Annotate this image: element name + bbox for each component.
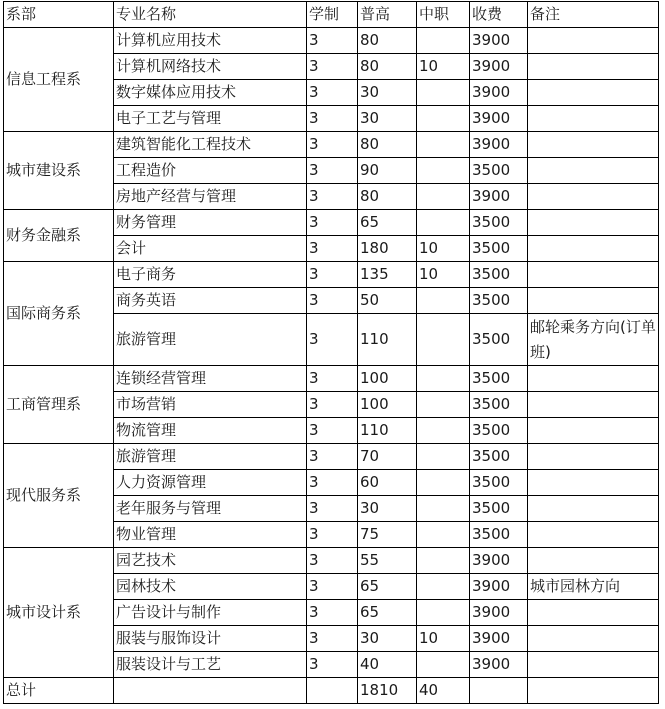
zhongzhi-cell [417,314,470,366]
note-cell [528,548,659,574]
pugao-cell: 70 [358,444,417,470]
years-cell: 3 [307,28,358,54]
header-row [4,2,659,28]
total-years-cell [307,678,358,704]
note-cell [528,184,659,210]
major-cell: 市场营销 [114,392,307,418]
total-pugao-cell: 1810 [358,678,417,704]
fee-cell: 3900 [470,80,528,106]
zhongzhi-cell [417,132,470,158]
fee-cell: 3900 [470,652,528,678]
major-cell: 工程造价 [114,158,307,184]
note-cell [528,262,659,288]
note-cell [528,496,659,522]
fee-cell: 3500 [470,262,528,288]
major-cell: 物流管理 [114,418,307,444]
fee-cell: 3500 [470,522,528,548]
pugao-cell: 60 [358,470,417,496]
pugao-cell: 110 [358,418,417,444]
pugao-cell: 135 [358,262,417,288]
note-cell [528,210,659,236]
note-cell [528,626,659,652]
major-cell: 计算机网络技术 [114,54,307,80]
zhongzhi-cell: 10 [417,236,470,262]
note-cell [528,444,659,470]
note-cell [528,366,659,392]
pugao-cell: 75 [358,522,417,548]
zhongzhi-cell [417,80,470,106]
zhongzhi-cell [417,548,470,574]
years-cell: 3 [307,262,358,288]
pugao-cell: 30 [358,106,417,132]
pugao-cell: 100 [358,392,417,418]
header-fee: 收费 [470,2,528,28]
major-cell: 计算机应用技术 [114,28,307,54]
note-cell [528,652,659,678]
years-cell: 3 [307,132,358,158]
major-cell: 老年服务与管理 [114,496,307,522]
pugao-cell: 30 [358,496,417,522]
fee-cell: 3500 [470,210,528,236]
zhongzhi-cell [417,444,470,470]
zhongzhi-cell: 10 [417,54,470,80]
note-cell [528,470,659,496]
note-cell [528,54,659,80]
header-pugao: 普高 [358,2,417,28]
header-major: 专业名称 [114,2,307,28]
table-row [4,548,659,574]
zhongzhi-cell: 10 [417,262,470,288]
table-row [4,132,659,158]
major-cell: 服装设计与工艺 [114,652,307,678]
fee-cell: 3900 [470,54,528,80]
table-row [4,444,659,470]
note-cell: 城市园林方向 [528,574,659,600]
fee-cell: 3500 [470,366,528,392]
zhongzhi-cell [417,652,470,678]
pugao-cell: 100 [358,366,417,392]
years-cell: 3 [307,288,358,314]
department-cell: 国际商务系 [4,262,114,366]
pugao-cell: 80 [358,132,417,158]
zhongzhi-cell [417,470,470,496]
zhongzhi-cell [417,496,470,522]
years-cell: 3 [307,522,358,548]
note-cell [528,522,659,548]
major-cell: 会计 [114,236,307,262]
zhongzhi-cell [417,106,470,132]
fee-cell: 3500 [470,236,528,262]
fee-cell: 3900 [470,28,528,54]
fee-cell: 3900 [470,106,528,132]
fee-cell: 3900 [470,574,528,600]
header-zhongzhi: 中职 [417,2,470,28]
major-cell: 电子商务 [114,262,307,288]
years-cell: 3 [307,418,358,444]
note-cell [528,106,659,132]
enrollment-table [3,1,659,704]
years-cell: 3 [307,392,358,418]
zhongzhi-cell [417,366,470,392]
total-zhongzhi-cell: 40 [417,678,470,704]
major-cell: 建筑智能化工程技术 [114,132,307,158]
fee-cell: 3500 [470,288,528,314]
header-note: 备注 [528,2,659,28]
major-cell: 广告设计与制作 [114,600,307,626]
fee-cell: 3900 [470,548,528,574]
years-cell: 3 [307,548,358,574]
note-cell [528,158,659,184]
zhongzhi-cell [417,28,470,54]
pugao-cell: 30 [358,626,417,652]
department-cell: 财务金融系 [4,210,114,262]
years-cell: 3 [307,54,358,80]
years-cell: 3 [307,184,358,210]
pugao-cell: 80 [358,54,417,80]
note-cell [528,600,659,626]
department-cell: 信息工程系 [4,28,114,132]
department-cell: 城市设计系 [4,548,114,678]
note-cell [528,132,659,158]
major-cell: 服装与服饰设计 [114,626,307,652]
fee-cell: 3500 [470,314,528,366]
major-cell: 财务管理 [114,210,307,236]
fee-cell: 3900 [470,626,528,652]
table-body [4,28,659,704]
major-cell: 园艺技术 [114,548,307,574]
years-cell: 3 [307,366,358,392]
bottom-edge [0,704,665,709]
zhongzhi-cell: 10 [417,626,470,652]
note-cell [528,288,659,314]
total-fee-cell [470,678,528,704]
department-cell: 现代服务系 [4,444,114,548]
pugao-cell: 55 [358,548,417,574]
zhongzhi-cell [417,522,470,548]
total-major-cell [114,678,307,704]
table-row [4,262,659,288]
pugao-cell: 80 [358,184,417,210]
header-department: 系部 [4,2,114,28]
pugao-cell: 65 [358,600,417,626]
years-cell: 3 [307,210,358,236]
note-cell [528,392,659,418]
table-row [4,28,659,54]
major-cell: 旅游管理 [114,314,307,366]
pugao-cell: 30 [358,80,417,106]
fee-cell: 3500 [470,418,528,444]
major-cell: 旅游管理 [114,444,307,470]
pugao-cell: 65 [358,574,417,600]
note-cell [528,28,659,54]
major-cell: 物业管理 [114,522,307,548]
major-cell: 连锁经营管理 [114,366,307,392]
total-row [4,678,659,704]
pugao-cell: 180 [358,236,417,262]
pugao-cell: 90 [358,158,417,184]
years-cell: 3 [307,574,358,600]
years-cell: 3 [307,600,358,626]
pugao-cell: 50 [358,288,417,314]
note-cell: 邮轮乘务方向(订单班) [528,314,659,366]
table-row [4,210,659,236]
years-cell: 3 [307,236,358,262]
fee-cell: 3900 [470,132,528,158]
zhongzhi-cell [417,600,470,626]
zhongzhi-cell [417,392,470,418]
fee-cell: 3500 [470,392,528,418]
years-cell: 3 [307,314,358,366]
years-cell: 3 [307,626,358,652]
years-cell: 3 [307,106,358,132]
note-cell [528,418,659,444]
major-cell: 人力资源管理 [114,470,307,496]
years-cell: 3 [307,80,358,106]
total-note-cell [528,678,659,704]
zhongzhi-cell [417,158,470,184]
fee-cell: 3900 [470,600,528,626]
pugao-cell: 80 [358,28,417,54]
total-label: 总计 [4,678,114,704]
zhongzhi-cell [417,210,470,236]
years-cell: 3 [307,496,358,522]
major-cell: 房地产经营与管理 [114,184,307,210]
fee-cell: 3500 [470,444,528,470]
zhongzhi-cell [417,184,470,210]
years-cell: 3 [307,158,358,184]
zhongzhi-cell [417,418,470,444]
pugao-cell: 65 [358,210,417,236]
department-cell: 城市建设系 [4,132,114,210]
note-cell [528,236,659,262]
department-cell: 工商管理系 [4,366,114,444]
table-row [4,366,659,392]
major-cell: 数字媒体应用技术 [114,80,307,106]
zhongzhi-cell [417,288,470,314]
header-years: 学制 [307,2,358,28]
zhongzhi-cell [417,574,470,600]
note-cell [528,80,659,106]
fee-cell: 3500 [470,496,528,522]
major-cell: 园林技术 [114,574,307,600]
major-cell: 电子工艺与管理 [114,106,307,132]
pugao-cell: 110 [358,314,417,366]
fee-cell: 3500 [470,470,528,496]
fee-cell: 3900 [470,184,528,210]
years-cell: 3 [307,652,358,678]
pugao-cell: 40 [358,652,417,678]
major-cell: 商务英语 [114,288,307,314]
years-cell: 3 [307,470,358,496]
years-cell: 3 [307,444,358,470]
fee-cell: 3500 [470,158,528,184]
